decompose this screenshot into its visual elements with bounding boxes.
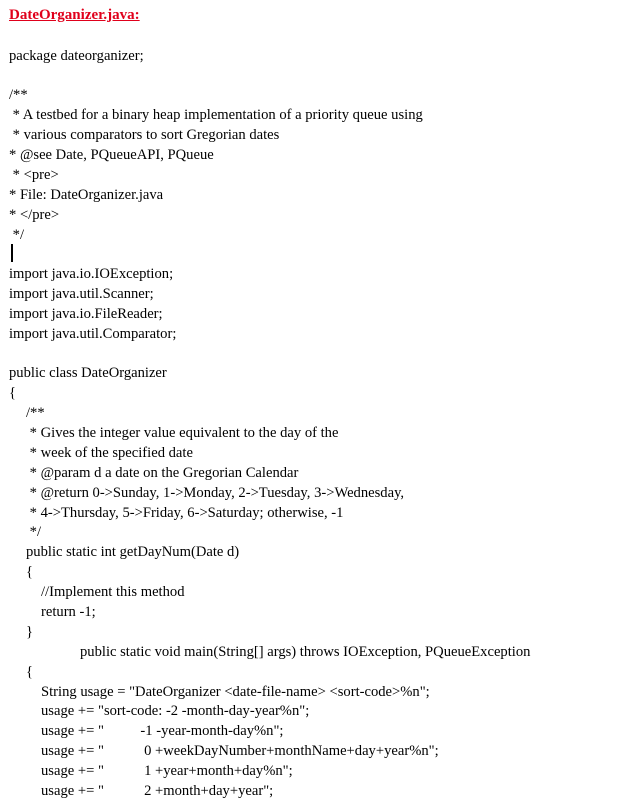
code-line: */ <box>26 524 41 540</box>
code-line: } <box>26 624 34 640</box>
code-line: * <pre> <box>9 167 59 183</box>
code-line: usage += " -1 -year-month-day%n"; <box>41 723 284 739</box>
code-line: * week of the specified date <box>26 445 193 461</box>
code-line: * File: DateOrganizer.java <box>9 187 164 203</box>
code-line: * Gives the integer value equivalent to the day of the <box>26 425 339 441</box>
code-line: * @see Date, PQueueAPI, PQueue <box>9 147 214 163</box>
code-line: import java.util.Comparator; <box>9 326 177 342</box>
code-line: * 4->Thursday, 5->Friday, 6->Saturday; otherwise, -1 <box>26 505 344 521</box>
code-line: package dateorganizer; <box>9 48 144 64</box>
code-line: usage += " 1 +year+month+day%n"; <box>41 763 293 779</box>
code-line: import java.io.FileReader; <box>9 306 163 322</box>
code-line: * @return 0->Sunday, 1->Monday, 2->Tuesday, 3->Wednesday, <box>26 485 405 501</box>
code-line: { <box>26 564 34 580</box>
code-line: * @param d a date on the Gregorian Calendar <box>26 465 299 481</box>
text-cursor <box>11 244 13 262</box>
code-line: public class DateOrganizer <box>9 365 167 381</box>
code-line: * </pre> <box>9 207 60 223</box>
code-line: return -1; <box>41 604 96 620</box>
code-line: public static void main(String[] args) throws IOException, PQueueException <box>80 644 531 660</box>
code-line: String usage = "DateOrganizer <date-file-name> <sort-code>%n"; <box>41 684 430 700</box>
code-line: import java.util.Scanner; <box>9 286 154 302</box>
code-line: * A testbed for a binary heap implementation of a priority queue using <box>9 107 423 123</box>
code-line: /** <box>9 87 28 103</box>
code-line: //Implement this method <box>41 584 185 600</box>
code-line: */ <box>9 227 24 243</box>
code-line: { <box>9 385 17 401</box>
code-line: usage += " 2 +month+day+year"; <box>41 783 274 799</box>
code-line: import java.io.IOException; <box>9 266 174 282</box>
code-line: usage += " 0 +weekDayNumber+monthName+day+year%n"; <box>41 743 439 759</box>
code-line: /** <box>26 405 45 421</box>
code-line: public static int getDayNum(Date d) <box>26 544 240 560</box>
code-line: * various comparators to sort Gregorian dates <box>9 127 280 143</box>
code-line: { <box>26 664 34 680</box>
code-line: usage += "sort-code: -2 -month-day-year%n"; <box>41 703 310 719</box>
document-title: DateOrganizer.java: <box>9 7 140 23</box>
